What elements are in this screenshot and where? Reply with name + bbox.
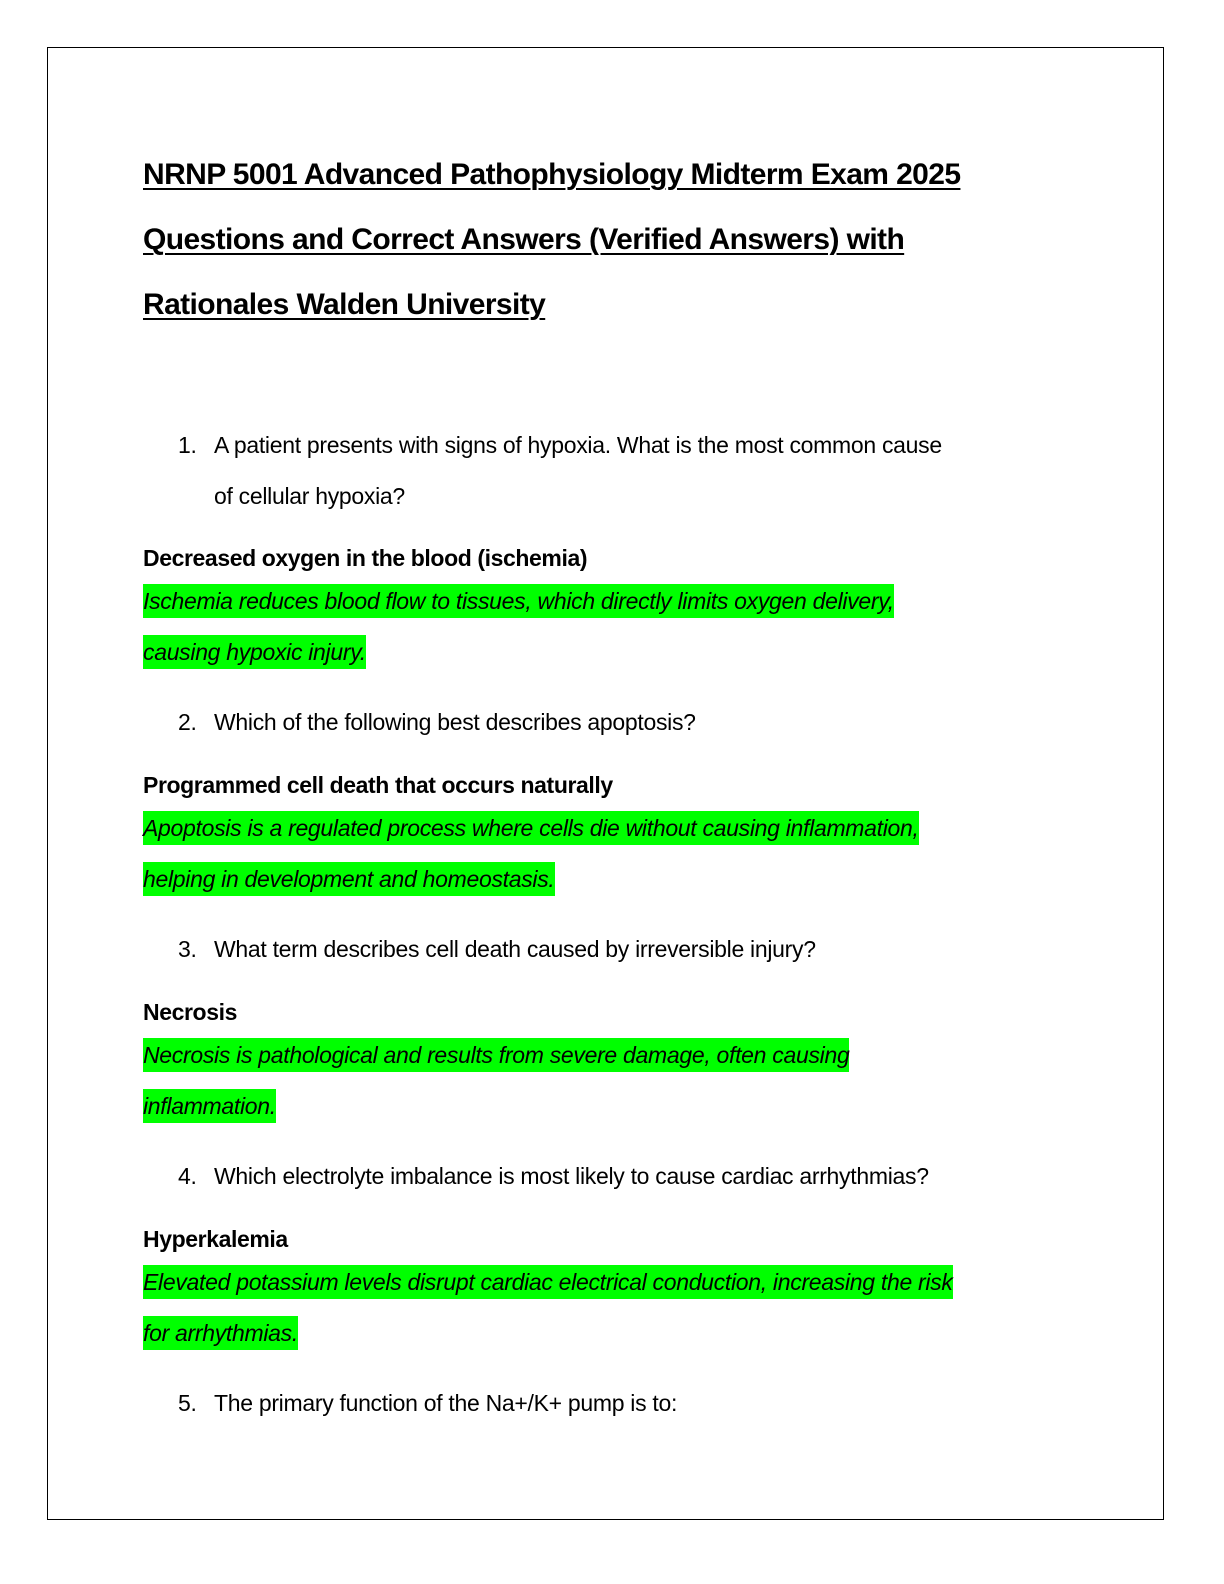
answer-2: Programmed cell death that occurs naturally bbox=[143, 772, 613, 798]
question-text-line-1: A patient presents with signs of hypoxia. What is the most common cause bbox=[214, 432, 942, 458]
question-number: 1. bbox=[178, 432, 197, 458]
question-text-line-2: of cellular hypoxia? bbox=[214, 483, 405, 509]
question-3 bbox=[178, 924, 1058, 975]
question-text-line-1: Which electrolyte imbalance is most likely to cause cardiac arrhythmias? bbox=[214, 1163, 929, 1189]
rationale-line-2: for arrhythmias. bbox=[143, 1316, 298, 1350]
rationale-line-2: inflammation. bbox=[143, 1089, 276, 1123]
question-number: 2. bbox=[178, 709, 197, 735]
rationale-4 bbox=[143, 1265, 953, 1367]
question-1 bbox=[178, 420, 1058, 522]
question-text-line-1: What term describes cell death caused by irreversible injury? bbox=[214, 936, 816, 962]
title-line-3: Rationales Walden University bbox=[143, 288, 546, 321]
rationale-line-1: Elevated potassium levels disrupt cardiac electrical conduction, increasing the risk bbox=[143, 1265, 953, 1299]
rationale-line-1: Necrosis is pathological and results from severe damage, often causing bbox=[143, 1038, 849, 1072]
rationale-line-1: Apoptosis is a regulated process where cells die without causing inflammation, bbox=[143, 811, 919, 845]
answer-1: Decreased oxygen in the blood (ischemia) bbox=[143, 545, 588, 571]
question-number: 3. bbox=[178, 936, 197, 962]
question-4 bbox=[178, 1151, 1058, 1202]
question-text-line-1: Which of the following best describes apoptosis? bbox=[214, 709, 696, 735]
question-number: 4. bbox=[178, 1163, 197, 1189]
question-5 bbox=[178, 1378, 1058, 1429]
rationale-line-2: causing hypoxic injury. bbox=[143, 635, 366, 669]
rationale-line-1: Ischemia reduces blood flow to tissues, which directly limits oxygen delivery, bbox=[143, 584, 894, 618]
title-line-2: Questions and Correct Answers (Verified Answers) with bbox=[143, 223, 905, 256]
question-2 bbox=[178, 697, 1058, 748]
answer-4: Hyperkalemia bbox=[143, 1226, 288, 1252]
title-line-1: NRNP 5001 Advanced Pathophysiology Midterm Exam 2025 bbox=[143, 158, 961, 191]
document-title bbox=[143, 142, 1103, 337]
rationale-1 bbox=[143, 584, 894, 686]
rationale-2 bbox=[143, 811, 919, 913]
question-text-line-1: The primary function of the Na+/K+ pump is to: bbox=[214, 1390, 678, 1416]
rationale-3 bbox=[143, 1038, 849, 1140]
question-number: 5. bbox=[178, 1390, 197, 1416]
rationale-line-2: helping in development and homeostasis. bbox=[143, 862, 555, 896]
answer-3: Necrosis bbox=[143, 999, 237, 1025]
